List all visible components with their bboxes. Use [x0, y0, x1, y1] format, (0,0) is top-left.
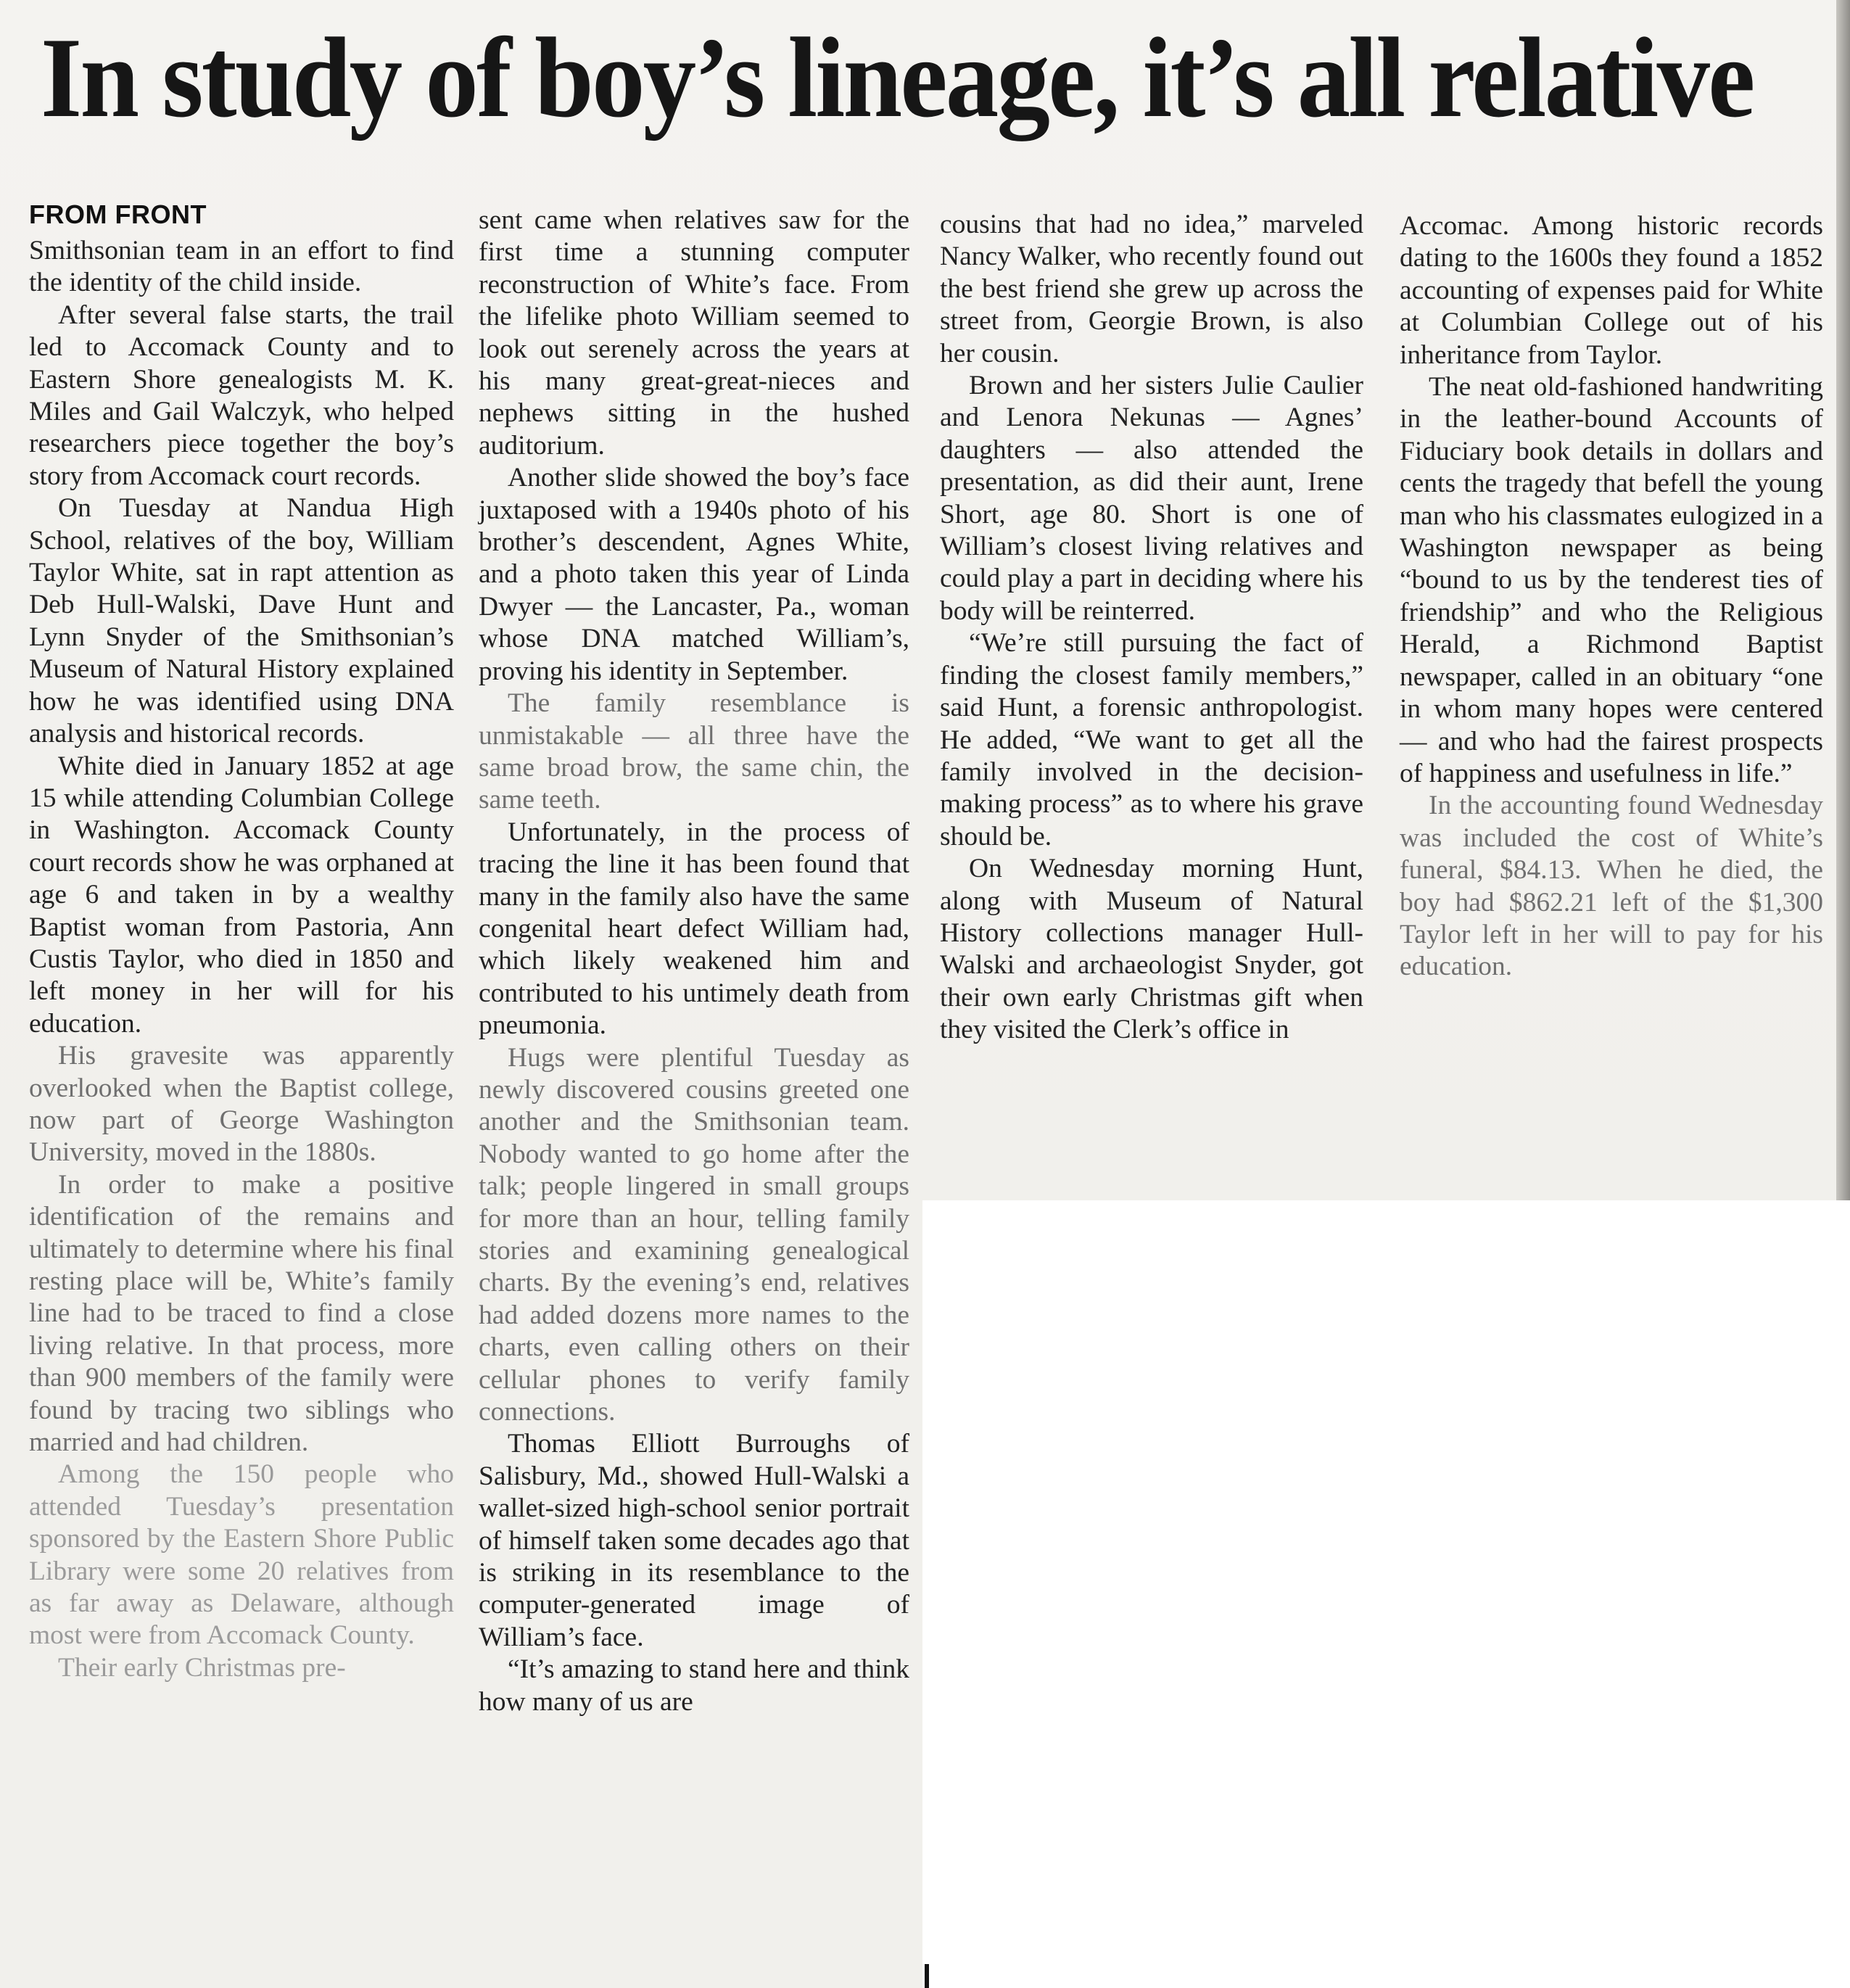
paragraph: Thomas Elliott Burroughs of Salisbury, Md., showed Hull-Walski a wallet-sized high-school senior portrait of himself taken some decades ago that is striking in its resemblance to the computer-generated image of William’s face.	[479, 1429, 909, 1652]
paragraph: Another slide showed the boy’s face juxtaposed with a 1940s photo of his brother’s descendent, Agnes White, and a photo taken this year of Linda Dwyer — the Lancaster, Pa., woman whose DNA matched William’s, proving his identity in September.	[479, 463, 909, 686]
paragraph: cousins that had no idea,” marveled Nancy Walker, who recently found out the best friend she grew up across the street from, Georgie Brown, is also her cousin.	[940, 210, 1363, 368]
paragraph: “It’s amazing to stand here and think how many of us are	[479, 1654, 909, 1717]
article-column-4	[1400, 210, 1823, 983]
paragraph: Hugs were plentiful Tuesday as newly discovered cousins greeted one another and the Smithsonian team. Nobody wanted to go home after the talk; people lingered in small groups for more than an hour, telling family stories and examining genealogical charts. By the evening’s end, relatives had added dozens more names to the charts, even calling others on their cellular phones to verify family connections.	[479, 1042, 909, 1427]
paragraph: Accomac. Among historic records dating to the 1600s they found a 1852 accounting of expenses paid for White at Columbian College out of his inheritance from Taylor.	[1400, 211, 1823, 370]
article-column-3	[940, 209, 1363, 1047]
paragraph: The family resemblance is unmistakable — all three have the same broad brow, the same chin, the same teeth.	[479, 688, 909, 815]
paragraph: sent came when relatives saw for the first time a stunning computer reconstruction of White’s face. From the lifelike photo William seemed to look out serenely across the years at his many great-great-nieces and nephews sitting in the hushed auditorium.	[479, 205, 909, 461]
paragraph: His gravesite was apparently overlooked when the Baptist college, now part of George Washington University, moved in the 1880s.	[29, 1041, 454, 1168]
article-column-1	[29, 197, 454, 1684]
kicker-label: FROM FRONT	[29, 199, 207, 229]
paragraph: On Tuesday at Nandua High School, relatives of the boy, William Taylor White, sat in rapt attention as Deb Hull-Walski, Dave Hunt and Lynn Snyder of the Smithsonian’s Museum of Natural History explained how he was identified using DNA analysis and historical records.	[29, 493, 454, 749]
paragraph: In order to make a positive identification of the remains and ultimately to determine where his final resting place will be, White’s family line had to be traced to find a close living relative. In that process, more than 900 members of the family were found by tracing two siblings who married and had children.	[29, 1169, 454, 1458]
paragraph: Smithsonian team in an effort to find the identity of the child inside.	[29, 236, 454, 298]
paragraph: In the accounting found Wednesday was included the cost of White’s funeral, $84.13. When he died, the boy had $862.21 left of the $1,300 Taylor left in her will to pay for his education.	[1400, 791, 1823, 982]
scan-artifact-mark	[925, 1964, 929, 1988]
headline: In study of boy’s lineage, it’s all relative	[41, 15, 1754, 141]
paragraph: On Wednesday morning Hunt, along with Museum of Natural History collections manager Hull-Walski and archaeologist Snyder, got their own early Christmas gift when they visited the Clerk’s office in	[940, 854, 1363, 1045]
paragraph: White died in January 1852 at age 15 while attending Columbian College in Washington. Accomack County court records show he was orphaned at age 6 and taken in by a wealthy Baptist woman from Pastoria, Ann Custis Taylor, who died in 1850 and left money in her will for his education.	[29, 751, 454, 1039]
paragraph: Unfortunately, in the process of tracing the line it has been found that many in the family also have the same congenital heart defect William had, which likely weakened him and contributed to his untimely death from pneumonia.	[479, 817, 909, 1041]
paragraph: The neat old-fashioned handwriting in the leather-bound Accounts of Fiduciary book details in dollars and cents the tragedy that befell the young man who his classmates eulogized in a Washington newspaper as being “bound to us by the tenderest ties of friendship” and who the Religious Herald, a Richmond Baptist newspaper, called in an obituary “one in whom many hopes were centered — and who had the fairest prospects of happiness and usefulness in life.”	[1400, 372, 1823, 788]
paragraph: After several false starts, the trail led to Accomack County and to Eastern Shore genealogists M. K. Miles and Gail Walczyk, who helped researchers piece together the boy’s story from Accomack court records.	[29, 300, 454, 491]
article-column-2	[479, 205, 909, 1718]
paragraph: Their early Christmas pre-	[58, 1652, 346, 1683]
paragraph: Brown and her sisters Julie Caulier and Lenora Nekunas — Agnes’ daughters — also attended the presentation, as did their aunt, Irene Short, age 80. Short is one of William’s closest living relatives and could play a part in deciding where his body will be reinterred.	[940, 371, 1363, 626]
paragraph: Among the 150 people who attended Tuesday’s presentation sponsored by the Eastern Shore Public Library were some 20 relatives from as far away as Delaware, although most were from Accomack County.	[29, 1459, 454, 1651]
paper-edge-shadow	[1836, 0, 1850, 1200]
paragraph: “We’re still pursuing the fact of finding the closest family members,” said Hunt, a forensic anthropologist. He added, “We want to get all the family involved in the decision-making process” as to where his grave should be.	[940, 628, 1363, 851]
